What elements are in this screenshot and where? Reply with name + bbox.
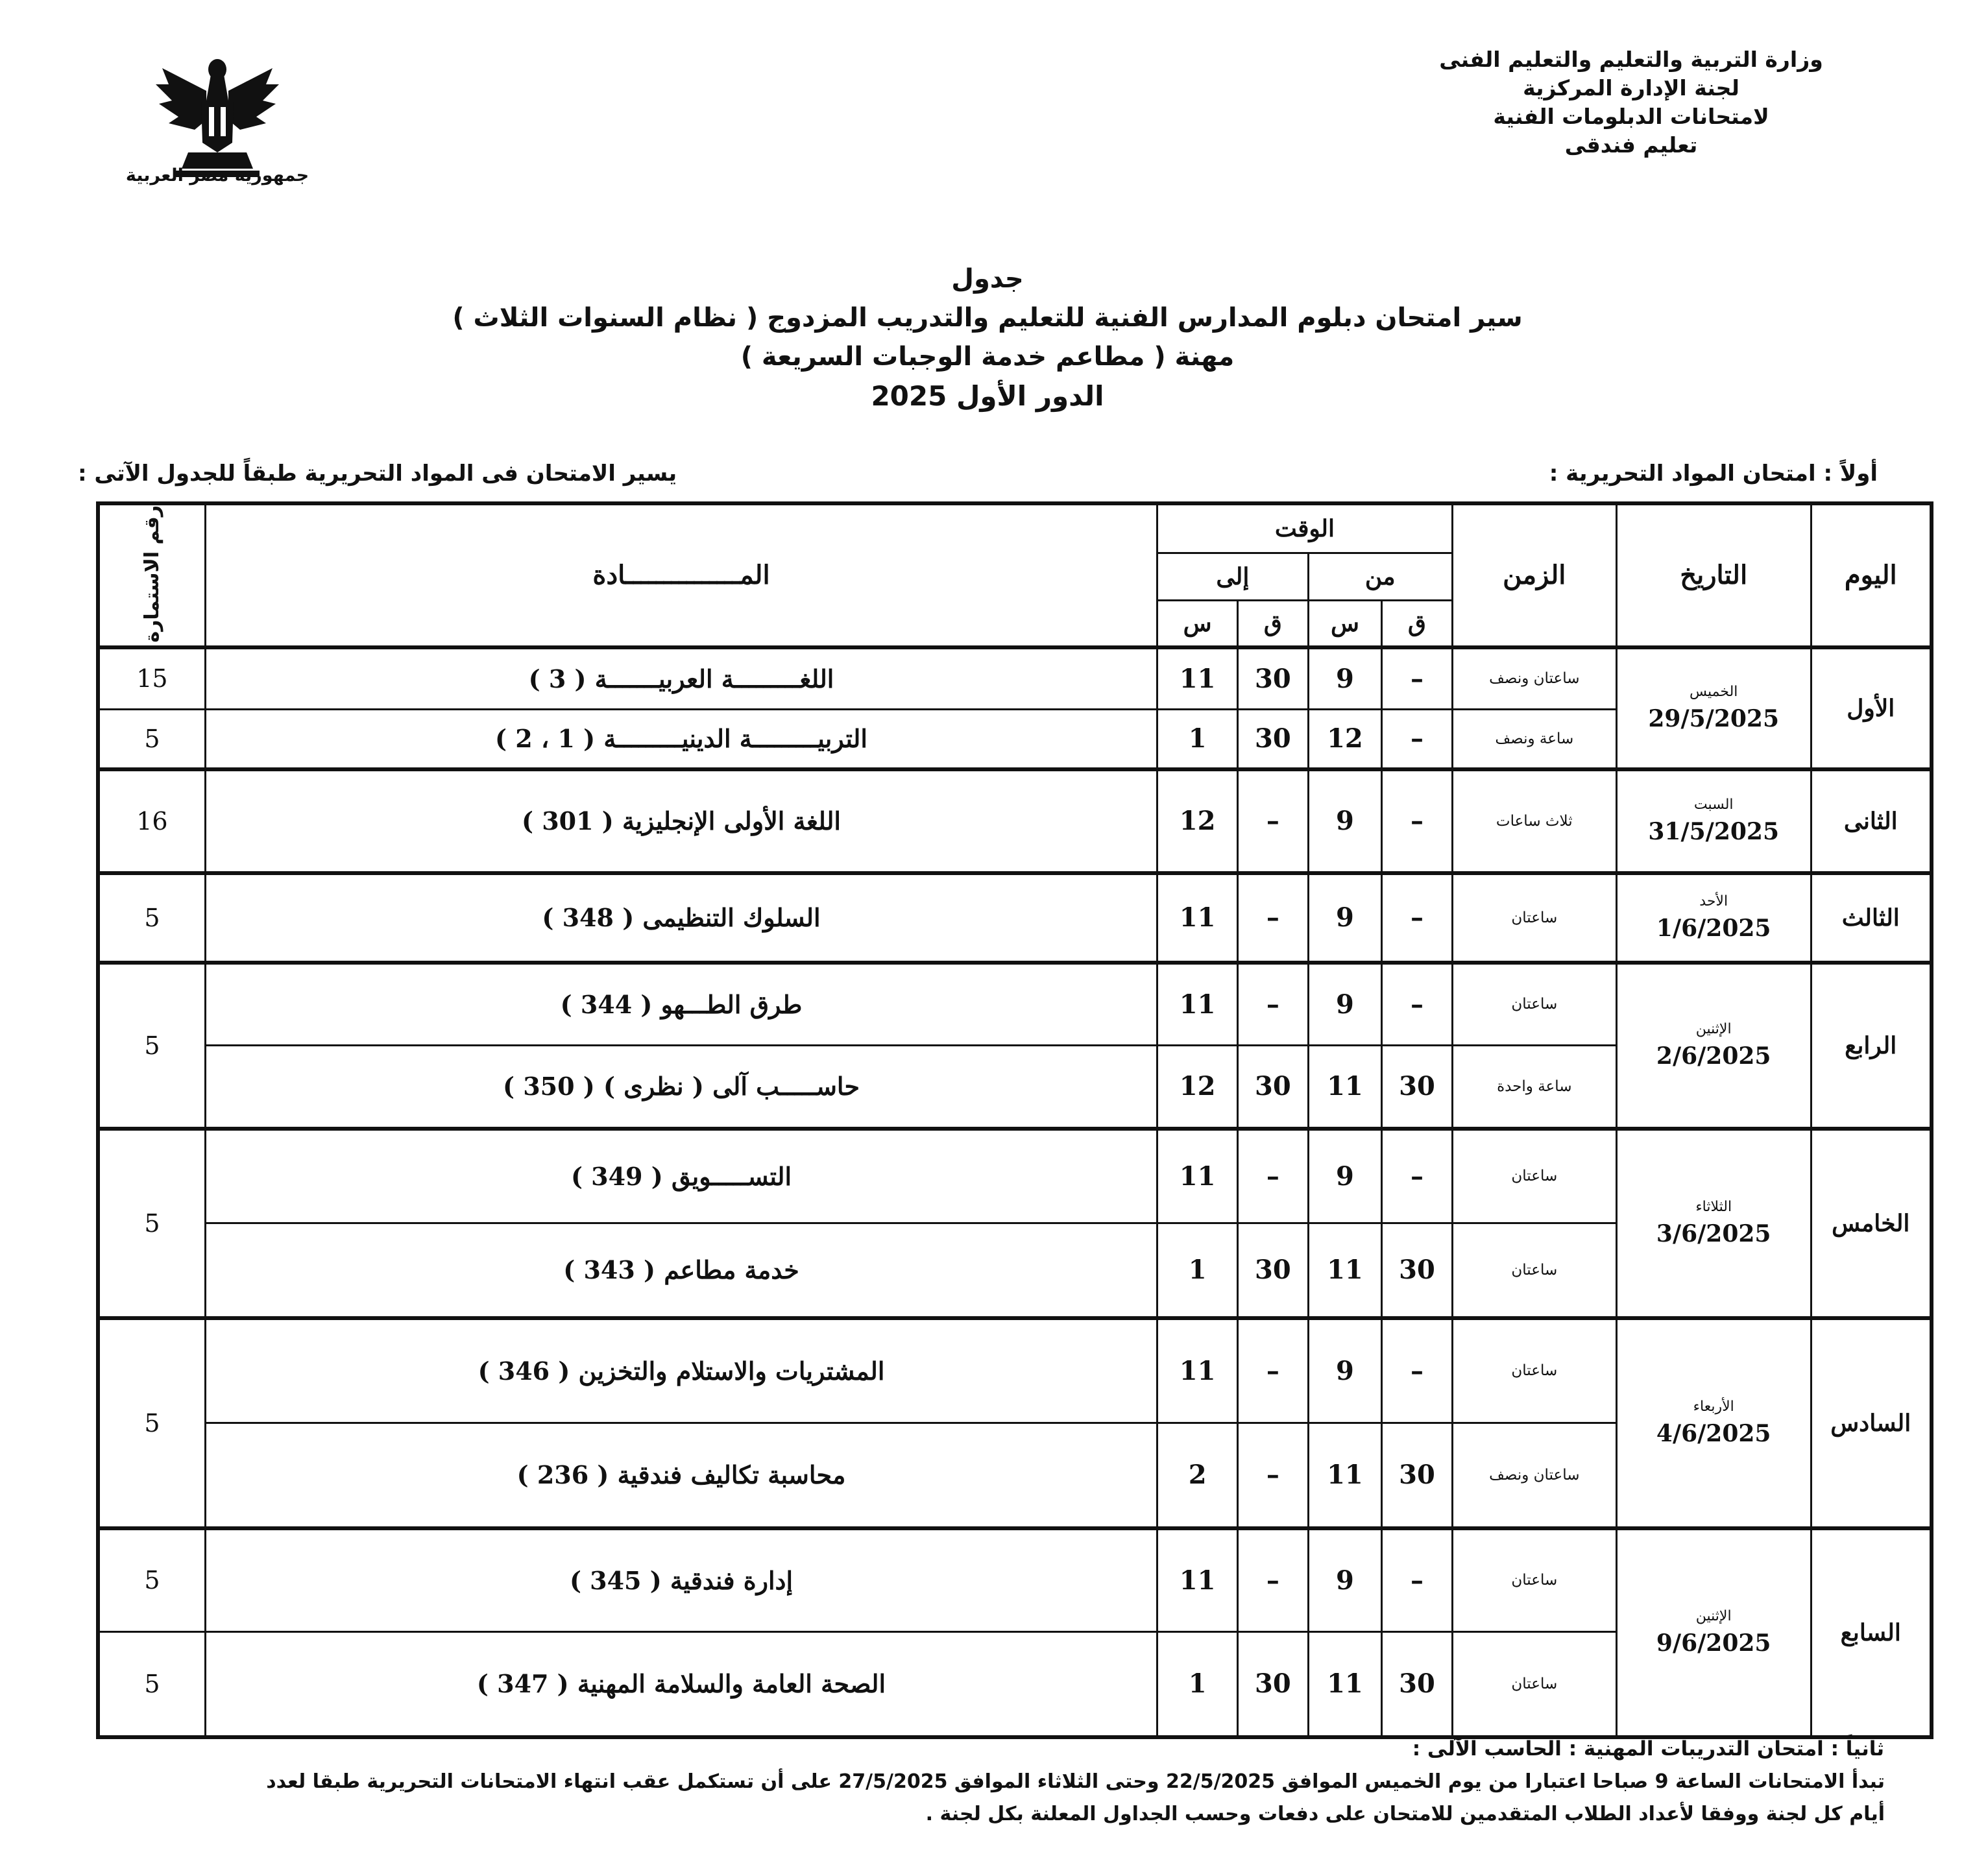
to-minute-cell: 30 [1238,1046,1308,1129]
date-value: 3/6/2025 [1656,1220,1771,1248]
date-cell [1616,1318,1811,1528]
date-value: 9/6/2025 [1656,1629,1771,1657]
to-minute-cell: 30 [1238,1223,1308,1318]
day-cell: الثالث [1811,873,1932,963]
subject-cell: طرق الطـــهو ( 344 ) [205,963,1157,1046]
to-hour-cell: 11 [1157,1129,1238,1223]
date-value: 4/6/2025 [1656,1420,1771,1448]
duration-cell: ساعتان ونصف [1452,647,1616,710]
subject-cell: محاسبة تكاليف فندقية ( 236 ) [205,1423,1157,1528]
to-hour-cell: 1 [1157,1632,1238,1737]
subject-cell: خدمة مطاعم ( 343 ) [205,1223,1157,1318]
subject-cell: السلوك التنظيمى ( 348 ) [205,873,1157,963]
to-minute-cell: – [1238,873,1308,963]
from-hour-cell: 9 [1308,873,1382,963]
duration-cell: ساعتان [1452,873,1616,963]
from-minute-cell: – [1382,1528,1452,1632]
to-hour-cell: 11 [1157,873,1238,963]
from-hour-cell: 9 [1308,1528,1382,1632]
from-minute-cell: – [1382,710,1452,769]
date-value: 1/6/2025 [1656,915,1771,943]
header-day: اليوم [1811,503,1932,647]
from-minute-cell: 30 [1382,1423,1452,1528]
to-hour-cell: 11 [1157,963,1238,1046]
ministry-line-1: وزارة التربية والتعليم والتعليم الفنى [1439,47,1823,72]
weekday-label: الخميس [1689,684,1738,701]
section2-line-2: أيام كل لجنة ووفقا لأعداد الطلاب المتقدمين للامتحان على دفعات وحسب الجداول المعلنة بكل لجنة . [925,1803,1885,1825]
date-value: 29/5/2025 [1648,705,1780,733]
header-from: من [1308,553,1452,600]
section2-paragraph [78,1766,1885,1831]
date-cell [1616,963,1811,1129]
duration-cell: ساعتان [1452,1632,1616,1737]
section2-label: ثانياً : امتحان التدريبات المهنية : الحاسب الآلى : [1412,1737,1884,1761]
weekday-label: السبت [1693,797,1734,813]
day-cell: الأول [1811,647,1932,769]
header-from-hour: س [1308,600,1382,647]
title-block [0,259,1975,416]
ministry-line-2: لجنة الإدارة المركزية [1523,75,1739,101]
to-hour-cell: 11 [1157,647,1238,710]
duration-cell: ساعة واحدة [1452,1046,1616,1129]
subject-cell: المشتريات والاستلام والتخزين ( 346 ) [205,1318,1157,1423]
from-hour-cell: 11 [1308,1046,1382,1129]
duration-cell: ساعتان [1452,1318,1616,1423]
to-hour-cell: 1 [1157,710,1238,769]
from-hour-cell: 11 [1308,1632,1382,1737]
from-minute-cell: 30 [1382,1632,1452,1737]
from-minute-cell: – [1382,769,1452,873]
form-number-cell: 5 [98,963,205,1129]
duration-cell: ثلاث ساعات [1452,769,1616,873]
to-minute-cell: – [1238,1129,1308,1223]
to-minute-cell: – [1238,1528,1308,1632]
form-number-cell: 16 [98,769,205,873]
weekday-label: الأربعاء [1693,1399,1734,1415]
duration-cell: ساعتان ونصف [1452,1423,1616,1528]
table-row [98,873,1932,963]
weekday-label: الإثنين [1695,1021,1732,1038]
form-number-cell: 5 [98,710,205,769]
exam-schedule-table [96,501,1933,1739]
section2-line-1: تبدأ الامتحانات الساعة 9 صباحا اعتبارا من يوم الخميس الموافق 22/5/2025 وحتى الثلاثاء الموافق 27/5/2025 على أن تستكمل عقب انتهاء الامتحانات التحريرية طبقا لعدد [266,1770,1885,1793]
subject-cell: إدارة فندقية ( 345 ) [205,1528,1157,1632]
header-subject: المـــــــــــــــادة [205,503,1157,647]
from-hour-cell: 12 [1308,710,1382,769]
day-cell: السادس [1811,1318,1932,1528]
to-minute-cell: 30 [1238,710,1308,769]
from-minute-cell: 30 [1382,1223,1452,1318]
weekday-label: الإثنين [1695,1608,1732,1625]
to-minute-cell: 30 [1238,647,1308,710]
date-cell [1616,1129,1811,1318]
day-cell: الرابع [1811,963,1932,1129]
from-hour-cell: 9 [1308,769,1382,873]
ministry-line-4: تعليم فندقى [1564,132,1698,158]
from-hour-cell: 9 [1308,1318,1382,1423]
from-minute-cell: 30 [1382,1046,1452,1129]
header-date: التاريخ [1616,503,1811,647]
table-row [98,1318,1932,1423]
from-hour-cell: 9 [1308,647,1382,710]
to-hour-cell: 12 [1157,769,1238,873]
header-time: الوقت [1157,503,1453,553]
from-minute-cell: – [1382,873,1452,963]
subject-cell: حاســـــب آلى ( نظرى ) ( 350 ) [205,1046,1157,1129]
subject-cell: التربيـــــــــة الدينيـــــــــة ( 1 ، 2 ) [205,710,1157,769]
form-number-cell: 15 [98,647,205,710]
form-number-cell: 5 [98,873,205,963]
form-number-cell: 5 [98,1318,205,1528]
header-row-1 [98,503,1932,553]
republic-label: جمهورية مصر العربية [125,165,309,186]
title-line-3: مهنة ( مطاعم خدمة الوجبات السريعة ) [740,342,1235,372]
date-cell [1616,647,1811,769]
form-number-cell: 5 [98,1129,205,1318]
subject-cell: اللغة الأولى الإنجليزية ( 301 ) [205,769,1157,873]
subject-cell: التســـــويق ( 349 ) [205,1129,1157,1223]
from-minute-cell: – [1382,647,1452,710]
date-cell [1616,873,1811,963]
title-line-4: الدور الأول 2025 [871,380,1104,412]
duration-cell: ساعتان [1452,1129,1616,1223]
to-minute-cell: – [1238,963,1308,1046]
section1-note: يسير الامتحان فى المواد التحريرية طبقاً للجدول الآتى : [78,461,677,487]
table-row [98,1129,1932,1223]
weekday-label: الثلاثاء [1695,1199,1732,1216]
from-minute-cell: – [1382,1129,1452,1223]
to-hour-cell: 11 [1157,1318,1238,1423]
header-to-minute: ق [1238,600,1308,647]
table-row [98,647,1932,710]
date-cell [1616,769,1811,873]
header-to-hour: س [1157,600,1238,647]
title-line-2: سير امتحان دبلوم المدارس الفنية للتعليم والتدريب المزدوج ( نظام السنوات الثلاث ) [452,303,1523,333]
from-hour-cell: 9 [1308,1129,1382,1223]
duration-cell: ساعتان [1452,963,1616,1046]
from-hour-cell: 9 [1308,963,1382,1046]
subject-cell: الصحة العامة والسلامة المهنية ( 347 ) [205,1632,1157,1737]
table-row [98,1528,1932,1632]
day-cell: الخامس [1811,1129,1932,1318]
to-hour-cell: 1 [1157,1223,1238,1318]
weekday-label: الأحد [1699,893,1728,910]
day-cell: السابع [1811,1528,1932,1737]
form-number-cell: 5 [98,1632,205,1737]
form-number-cell: 5 [98,1528,205,1632]
ministry-header [1398,45,1865,160]
from-hour-cell: 11 [1308,1223,1382,1318]
header-form-label: رقم الاستمارة [140,505,164,643]
duration-cell: ساعتان [1452,1223,1616,1318]
from-hour-cell: 11 [1308,1423,1382,1528]
header-from-minute: ق [1382,600,1452,647]
section1-label: أولاً : امتحان المواد التحريرية : [1549,461,1878,487]
header-to: إلى [1157,553,1308,600]
day-cell: الثانى [1811,769,1932,873]
table-row [98,963,1932,1046]
subject-cell: اللغـــــــــة العربيـــــــة ( 3 ) [205,647,1157,710]
to-hour-cell: 12 [1157,1046,1238,1129]
to-hour-cell: 11 [1157,1528,1238,1632]
title-line-1: جدول [951,264,1024,294]
date-value: 31/5/2025 [1648,818,1780,846]
to-minute-cell: 30 [1238,1632,1308,1737]
duration-cell: ساعة ونصف [1452,710,1616,769]
header-form [98,503,205,647]
from-minute-cell: – [1382,1318,1452,1423]
to-minute-cell: – [1238,769,1308,873]
table-row [98,769,1932,873]
to-minute-cell: – [1238,1423,1308,1528]
date-value: 2/6/2025 [1656,1042,1771,1070]
to-minute-cell: – [1238,1318,1308,1423]
ministry-line-3: لامتحانات الدبلومات الفنية [1493,104,1769,129]
duration-cell: ساعتان [1452,1528,1616,1632]
from-minute-cell: – [1382,963,1452,1046]
to-hour-cell: 2 [1157,1423,1238,1528]
header-duration: الزمن [1452,503,1616,647]
date-cell [1616,1528,1811,1737]
